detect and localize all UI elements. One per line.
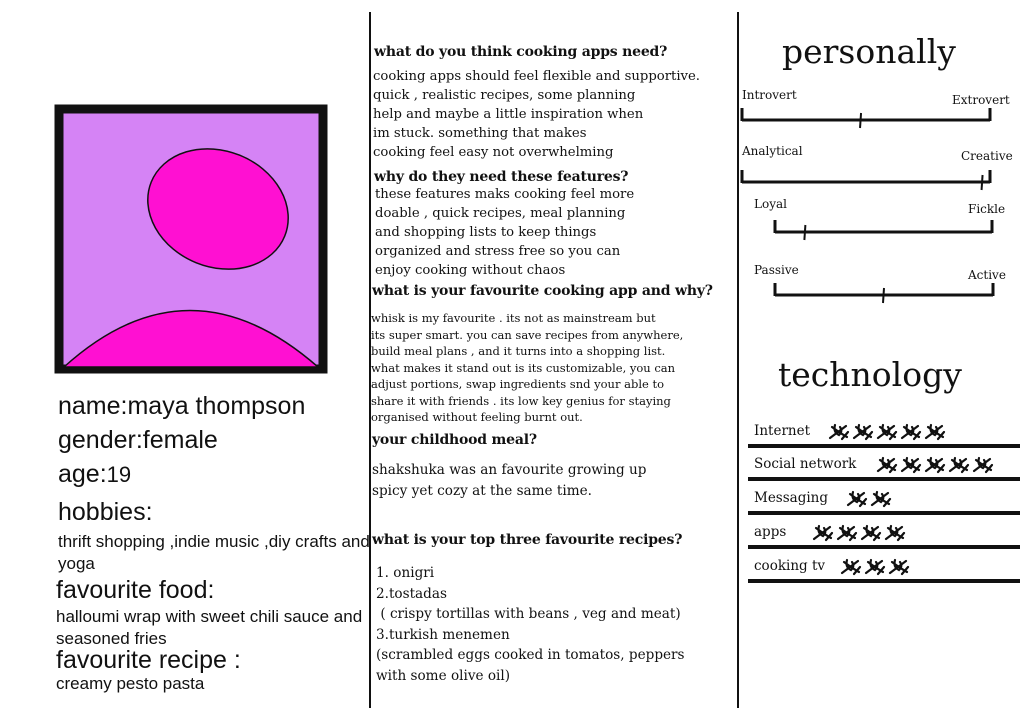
answer-3-line: its super smart. you can save recipes from anywhere, bbox=[371, 327, 684, 342]
recipe-list-item: with some olive oil) bbox=[376, 667, 511, 684]
tech-label: cooking tv bbox=[754, 558, 825, 574]
recipe-list-item: 1. onigri bbox=[376, 565, 435, 581]
profile-age bbox=[58, 459, 131, 490]
answer-1-line: cooking apps should feel flexible and supportive. bbox=[373, 69, 701, 84]
answer-1 bbox=[373, 67, 700, 162]
rating-scribble-icon bbox=[812, 524, 834, 542]
question-1: what do you think cooking apps need? bbox=[374, 44, 668, 60]
tech-underline bbox=[748, 579, 1020, 583]
answer-4-line: spicy yet cozy at the same time. bbox=[372, 482, 592, 499]
rating-scribble-icon bbox=[860, 524, 882, 542]
age-label: age: bbox=[58, 460, 107, 488]
divider-right bbox=[737, 12, 739, 708]
answer-1-line: quick , realistic recipes, some planning bbox=[373, 88, 636, 103]
rating-scribble-icon bbox=[948, 456, 970, 474]
tech-underline bbox=[748, 511, 1020, 515]
tech-underline bbox=[748, 477, 1020, 481]
food-heading: favourite food: bbox=[56, 576, 215, 604]
rating-scribble-icon bbox=[852, 423, 874, 441]
rating-scribble-icon bbox=[972, 456, 994, 474]
rating-scribble-icon bbox=[876, 423, 898, 441]
answer-2 bbox=[375, 185, 634, 280]
rating-scribble-icon bbox=[864, 558, 886, 576]
rating-scribble-icon bbox=[870, 490, 892, 508]
rating-scribble-icon bbox=[846, 490, 868, 508]
rating-scribble-icon bbox=[828, 423, 850, 441]
answer-4 bbox=[372, 460, 646, 501]
answer-3-line: adjust portions, swap ingredients snd your able to bbox=[371, 377, 664, 391]
answer-1-line: im stuck. something that makes bbox=[373, 126, 587, 141]
rating-scribble-icon bbox=[884, 524, 906, 542]
rating-scribble-icon bbox=[900, 456, 922, 474]
scale-marker bbox=[982, 175, 983, 190]
answer-5 bbox=[376, 563, 685, 686]
answer-2-line: these features maks cooking feel more bbox=[375, 187, 635, 202]
recipe-heading: favourite recipe : bbox=[56, 646, 241, 674]
question-2: why do they need these features? bbox=[374, 169, 629, 185]
answer-2-line: doable , quick recipes, meal planning bbox=[375, 206, 626, 221]
rating-scribble-icon bbox=[876, 456, 898, 474]
answer-3-line: share it with friends . its low key genius for staying bbox=[371, 393, 671, 408]
scale-label-left: Passive bbox=[754, 263, 799, 277]
hobbies-text: thrift shopping ,indie music ,diy crafts and yoga bbox=[58, 532, 370, 573]
food-text: halloumi wrap with sweet chili sauce and seasoned fries bbox=[56, 607, 363, 648]
recipe-list-item: (scrambled eggs cooked in tomatos, peppers bbox=[376, 647, 685, 663]
answer-2-line: and shopping lists to keep things bbox=[375, 225, 597, 240]
answer-3-line: build meal plans , and it turns into a shopping list. bbox=[371, 344, 666, 358]
answer-2-line: organized and stress free so you can bbox=[375, 244, 621, 259]
tech-label: Internet bbox=[754, 423, 811, 439]
scale-label-left: Introvert bbox=[742, 88, 797, 102]
technology-title: technology bbox=[778, 355, 962, 394]
scale-marker bbox=[883, 288, 884, 303]
scale-label-left: Analytical bbox=[742, 144, 803, 158]
scale-marker bbox=[804, 225, 805, 240]
scale-label-right: Creative bbox=[961, 149, 1013, 163]
profile-name: name:maya thompson bbox=[58, 392, 306, 420]
tech-underline bbox=[748, 444, 1020, 448]
recipe-list-item: ( crispy tortillas with beans , veg and meat) bbox=[376, 606, 681, 622]
tech-label: apps bbox=[754, 524, 787, 540]
question-4: your childhood meal? bbox=[372, 432, 537, 448]
recipe-list-item: 3.turkish menemen bbox=[376, 626, 510, 643]
rating-scribble-icon bbox=[840, 558, 862, 576]
answer-1-line: cooking feel easy not overwhelming bbox=[373, 145, 614, 160]
answer-1-line: help and maybe a little inspiration when bbox=[373, 107, 644, 122]
answer-4-line: shakshuka was an favourite growing up bbox=[372, 462, 647, 478]
rating-scribble-icon bbox=[888, 558, 910, 576]
answer-3-line: whisk is my favourite . its not as mainstream but bbox=[371, 311, 656, 325]
tech-label: Messaging bbox=[754, 490, 829, 506]
profile-gender: gender:female bbox=[58, 426, 218, 454]
rating-scribble-icon bbox=[924, 456, 946, 474]
scale-label-right: Extrovert bbox=[952, 93, 1010, 107]
age-value: 19 bbox=[106, 462, 132, 487]
avatar bbox=[54, 104, 328, 374]
answer-3 bbox=[371, 310, 683, 426]
question-5: what is your top three favourite recipes? bbox=[372, 532, 683, 548]
scale-label-right: Active bbox=[968, 268, 1006, 282]
answer-3-line: what makes it stand out is its customizable, you can bbox=[371, 360, 676, 375]
scale-label-right: Fickle bbox=[968, 202, 1006, 216]
rating-scribble-icon bbox=[900, 423, 922, 441]
personality-title: personally bbox=[782, 32, 956, 71]
question-3: what is your favourite cooking app and why? bbox=[372, 283, 713, 299]
tech-underline bbox=[748, 545, 1020, 549]
answer-3-line: organised without feeling burnt out. bbox=[371, 410, 583, 424]
scale-label-left: Loyal bbox=[754, 197, 787, 211]
recipe-text: creamy pesto pasta bbox=[56, 674, 205, 693]
scale-marker bbox=[860, 113, 861, 128]
hobbies-heading: hobbies: bbox=[58, 498, 153, 526]
answer-2-line: enjoy cooking without chaos bbox=[375, 263, 566, 278]
rating-scribble-icon bbox=[924, 423, 946, 441]
rating-scribble-icon bbox=[836, 524, 858, 542]
recipe-list-item: 2.tostadas bbox=[376, 585, 447, 602]
tech-label: Social network bbox=[754, 456, 857, 472]
